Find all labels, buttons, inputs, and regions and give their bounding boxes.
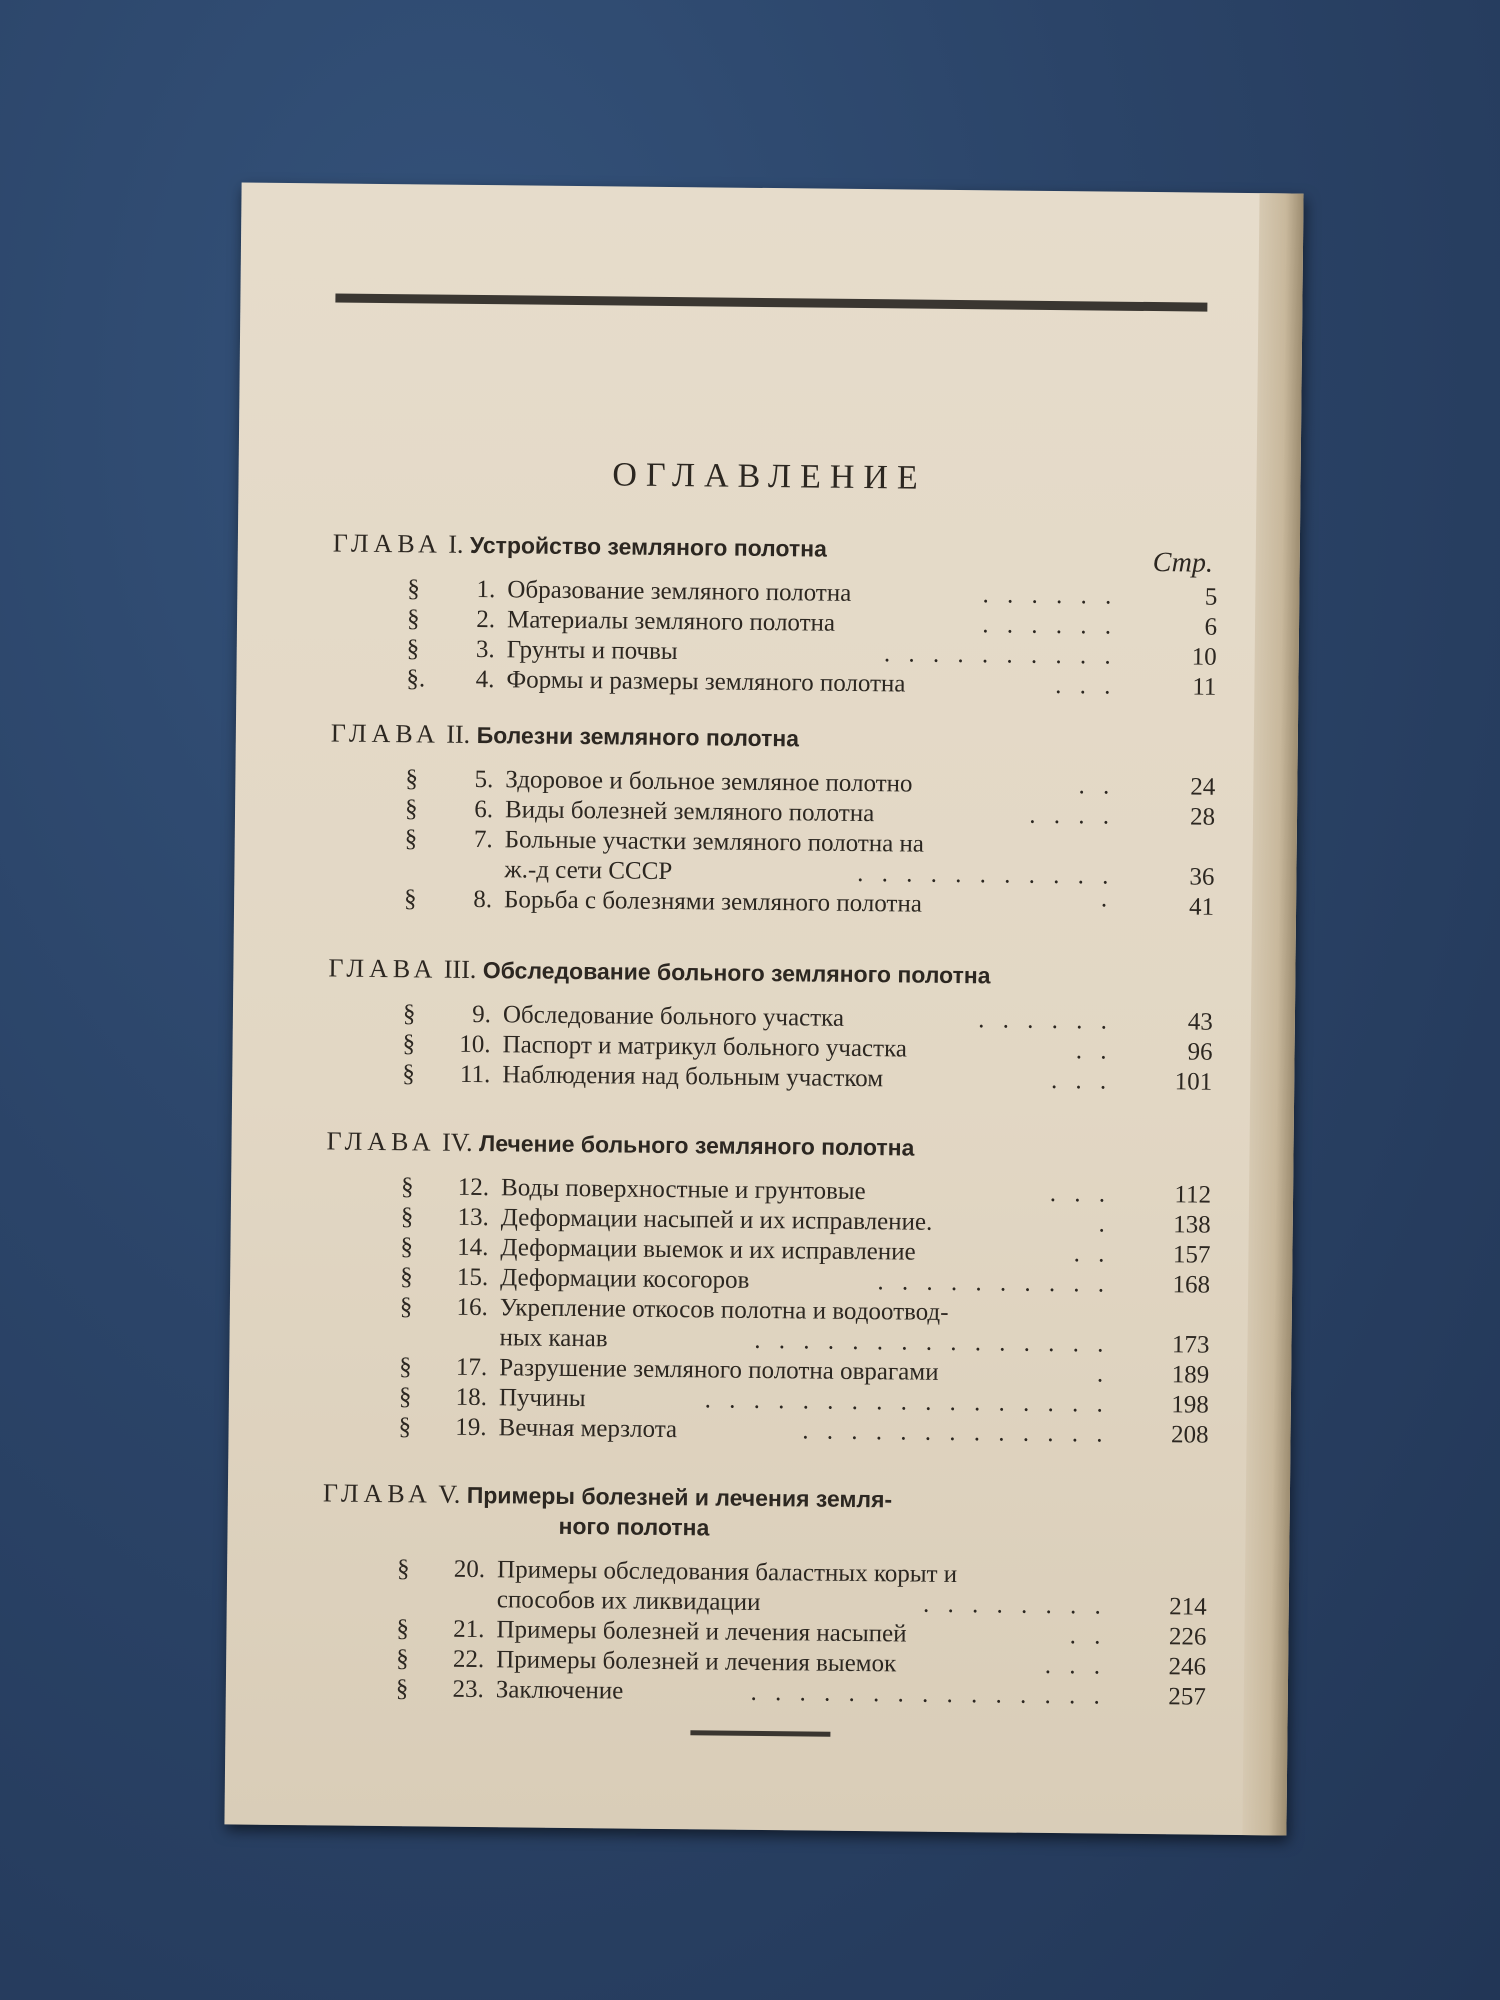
entry-title: Здоровое и больное земляное полотно xyxy=(505,766,913,798)
entry-page: 10 xyxy=(1191,643,1217,671)
section-sign: § xyxy=(402,1000,416,1028)
entry-page: 246 xyxy=(1168,1653,1207,1681)
entry-page: 208 xyxy=(1170,1421,1209,1449)
chapter-heading xyxy=(326,1126,914,1162)
entry-number: 11. xyxy=(459,1060,491,1089)
entry-number: 15. xyxy=(456,1263,489,1292)
entry-number: 5. xyxy=(474,765,494,794)
leader-dots: . . xyxy=(1075,1037,1113,1065)
entry-number xyxy=(415,1584,485,1585)
chapter-title: Примеры болезней и лечения земля- xyxy=(466,1481,893,1513)
entry-number: 1. xyxy=(476,575,496,604)
leader-dots: . . . xyxy=(1055,672,1117,700)
entry-title: Вечная мерзлота xyxy=(498,1414,678,1444)
entry-title: Наблюдения над больным участком xyxy=(502,1061,884,1093)
leader-dots: . . . . . . . . . . xyxy=(877,1268,1111,1298)
section-sign: § xyxy=(398,1383,412,1411)
entry-title: Образование земляного полотна xyxy=(507,576,852,607)
section-sign: § xyxy=(402,1030,416,1058)
entry-page: 6 xyxy=(1204,613,1218,641)
entry-page xyxy=(1117,1562,1207,1563)
entry-title: Виды болезней земляного полотна xyxy=(504,796,875,828)
leader-dots: . xyxy=(1098,1210,1111,1238)
entry-title: Борьба с болезнями земляного полотна xyxy=(503,886,923,918)
section-sign: § xyxy=(407,575,421,603)
entry-page: 96 xyxy=(1187,1038,1213,1066)
entry-title: Обследование больного участка xyxy=(502,1001,845,1032)
entry-title: Пучины xyxy=(498,1384,586,1413)
page-column-label: Стр. xyxy=(1152,547,1214,579)
leader-dots: . . xyxy=(1078,772,1116,800)
entry-number: 16. xyxy=(456,1293,488,1322)
entry-title: Материалы земляного полотна xyxy=(506,606,836,637)
entry-number xyxy=(423,854,493,855)
chapter-heading xyxy=(328,953,990,990)
chapter-prefix: ГЛАВА xyxy=(332,528,442,559)
entry-number: 13. xyxy=(457,1203,489,1232)
entry-title: Деформации выемок и их исправление xyxy=(500,1234,916,1266)
entry-number: 7. xyxy=(473,825,493,854)
entry-page: 198 xyxy=(1171,1391,1210,1419)
entry-page: 5 xyxy=(1204,583,1218,611)
entry-page: 173 xyxy=(1171,1331,1210,1359)
entry-number: 2. xyxy=(476,605,496,634)
entry-number: 21. xyxy=(453,1615,485,1644)
entry-number: 4. xyxy=(475,665,495,694)
chapter-prefix: ГЛАВА xyxy=(326,1126,436,1157)
chapter-title: Устройство земляного полотна xyxy=(469,531,828,562)
section-sign: § xyxy=(396,1645,409,1673)
entry-title: Грунты и почвы xyxy=(506,636,678,666)
entry-number: 12. xyxy=(457,1173,490,1202)
entry-page: 11 xyxy=(1192,673,1217,701)
section-sign: § xyxy=(398,1413,412,1441)
section-sign: § xyxy=(406,605,420,633)
leader-dots: . . . . . . . . xyxy=(922,1590,1107,1620)
bottom-rule xyxy=(690,1730,830,1736)
entry-title: Паспорт и матрикул больного участка xyxy=(502,1031,908,1063)
chapter-heading xyxy=(322,1478,892,1543)
leader-dots: . . . . . . xyxy=(982,581,1118,610)
entry-title: Разрушение земляного полотна оврагами xyxy=(499,1354,939,1386)
chapter-title: Лечение больного земляного полотна xyxy=(479,1130,915,1161)
entry-page: 168 xyxy=(1172,1271,1211,1299)
leader-dots: . . . . xyxy=(1029,801,1116,830)
entry-title: Деформации насыпей и их исправление. xyxy=(500,1204,933,1236)
entry-title: ных канав xyxy=(499,1324,608,1353)
entry-page: 24 xyxy=(1190,773,1216,801)
entry-page: 138 xyxy=(1173,1211,1211,1239)
leader-dots: . . xyxy=(1069,1622,1107,1650)
toc-title: ОГЛАВЛЕНИЕ xyxy=(612,456,927,497)
entry-number: 19. xyxy=(455,1413,487,1442)
entry-number: 22. xyxy=(452,1645,485,1674)
leader-dots: . . . . . . . . . . . xyxy=(857,859,1115,890)
chapter-number: II. xyxy=(446,719,471,749)
section-sign: § xyxy=(399,1353,412,1381)
entry-number: 23. xyxy=(452,1675,484,1704)
entry-number: 3. xyxy=(475,635,495,664)
entry-number: 6. xyxy=(474,795,494,824)
entry-page: 36 xyxy=(1189,863,1215,891)
entry-title: Примеры болезней и лечения насыпей xyxy=(496,1616,907,1648)
entry-page: 226 xyxy=(1168,1623,1207,1651)
leader-dots: . . . . . . xyxy=(982,611,1118,640)
faded-library-stamp xyxy=(874,1712,1166,1792)
top-rule xyxy=(335,293,1207,311)
entry-title: Деформации косогоров xyxy=(500,1264,750,1294)
entry-page: 112 xyxy=(1174,1181,1212,1209)
entry-title: Примеры обследования баластных корыт и xyxy=(496,1556,958,1589)
section-sign: § xyxy=(400,1233,414,1261)
entry-page: 257 xyxy=(1168,1683,1206,1711)
entry-title: ж.-д сети СССР xyxy=(504,856,673,886)
leader-dots: . . . xyxy=(1050,1067,1113,1095)
chapter-title-continuation: ного полотна xyxy=(558,1512,710,1541)
chapter-prefix: ГЛАВА xyxy=(330,718,440,749)
entry-title: способов их ликвидации xyxy=(496,1586,761,1616)
leader-dots: . . . . . . . . . . . . . xyxy=(802,1417,1109,1448)
leader-dots: . . . . . . . . . . . . . . . xyxy=(750,1678,1106,1710)
section-sign: § xyxy=(402,1060,415,1088)
entry-number: 18. xyxy=(455,1383,488,1412)
chapter-number: I. xyxy=(448,529,464,559)
entry-title: Укрепление откосов полотна и водоотвод- xyxy=(499,1294,949,1326)
entry-number xyxy=(418,1322,488,1323)
entry-page: 28 xyxy=(1189,803,1216,831)
book-page xyxy=(224,182,1303,1835)
entry-number: 9. xyxy=(472,1000,492,1029)
entry-number: 10. xyxy=(459,1030,491,1059)
section-sign: § xyxy=(404,825,418,853)
entry-number: 8. xyxy=(473,885,493,914)
section-sign: § xyxy=(403,885,417,913)
section-sign: § xyxy=(396,1555,410,1583)
leader-dots: . . . . . . . . . . xyxy=(883,640,1117,670)
section-sign: § xyxy=(400,1173,414,1201)
entry-page: 41 xyxy=(1188,893,1215,921)
chapter-prefix: ГЛАВА xyxy=(322,1478,433,1509)
entry-page xyxy=(1120,1300,1210,1301)
section-sign: § xyxy=(399,1293,413,1321)
section-sign: §. xyxy=(406,665,426,693)
section-sign: § xyxy=(406,635,420,663)
leader-dots: . . . . . . . . . . . . . . . . . xyxy=(704,1386,1110,1418)
section-sign: § xyxy=(396,1615,410,1643)
leader-dots: . . . xyxy=(1044,1651,1107,1680)
section-sign: § xyxy=(395,1675,409,1703)
section-sign: § xyxy=(404,795,418,823)
chapter-heading xyxy=(331,718,799,753)
chapter-number: V. xyxy=(438,1479,461,1509)
leader-dots: . . . . . . . . . . . . . . . xyxy=(754,1326,1110,1358)
section-sign: § xyxy=(400,1263,413,1291)
entry-page: 157 xyxy=(1172,1241,1211,1269)
section-sign: § xyxy=(400,1203,414,1231)
entry-title: Формы и размеры земляного полотна xyxy=(506,666,906,698)
entry-number: 20. xyxy=(453,1555,486,1584)
entry-title: Воды поверхностные и грунтовые xyxy=(500,1174,866,1206)
leader-dots: . xyxy=(1096,1360,1110,1388)
page-spine-edge xyxy=(1242,193,1303,1835)
chapter-title: Болезни земляного полотна xyxy=(476,721,800,752)
chapter-prefix: ГЛАВА xyxy=(328,953,438,984)
entry-page: 43 xyxy=(1187,1008,1214,1036)
entry-number: 14. xyxy=(457,1233,489,1262)
section-sign: § xyxy=(405,765,419,793)
entry-page: 189 xyxy=(1171,1361,1210,1389)
chapter-number: III. xyxy=(443,954,477,984)
leader-dots: · xyxy=(1099,892,1115,920)
entry-number: 17. xyxy=(455,1353,488,1382)
entry-title: Больные участки земляного полотна на xyxy=(504,826,925,858)
chapter-heading xyxy=(333,528,827,563)
entry-title: Примеры болезней и лечения выемок xyxy=(496,1646,897,1678)
entry-page xyxy=(1125,832,1215,833)
leader-dots: . . xyxy=(1073,1240,1111,1268)
leader-dots: . . . xyxy=(1049,1180,1112,1208)
entry-title: Заключение xyxy=(495,1676,624,1705)
leader-dots: . . . . . . xyxy=(978,1006,1114,1035)
chapter-title: Обследование больного земляного полотна xyxy=(482,957,991,989)
chapter-number: IV. xyxy=(441,1127,473,1157)
entry-page: 101 xyxy=(1174,1068,1213,1096)
entry-page: 214 xyxy=(1169,1593,1207,1621)
